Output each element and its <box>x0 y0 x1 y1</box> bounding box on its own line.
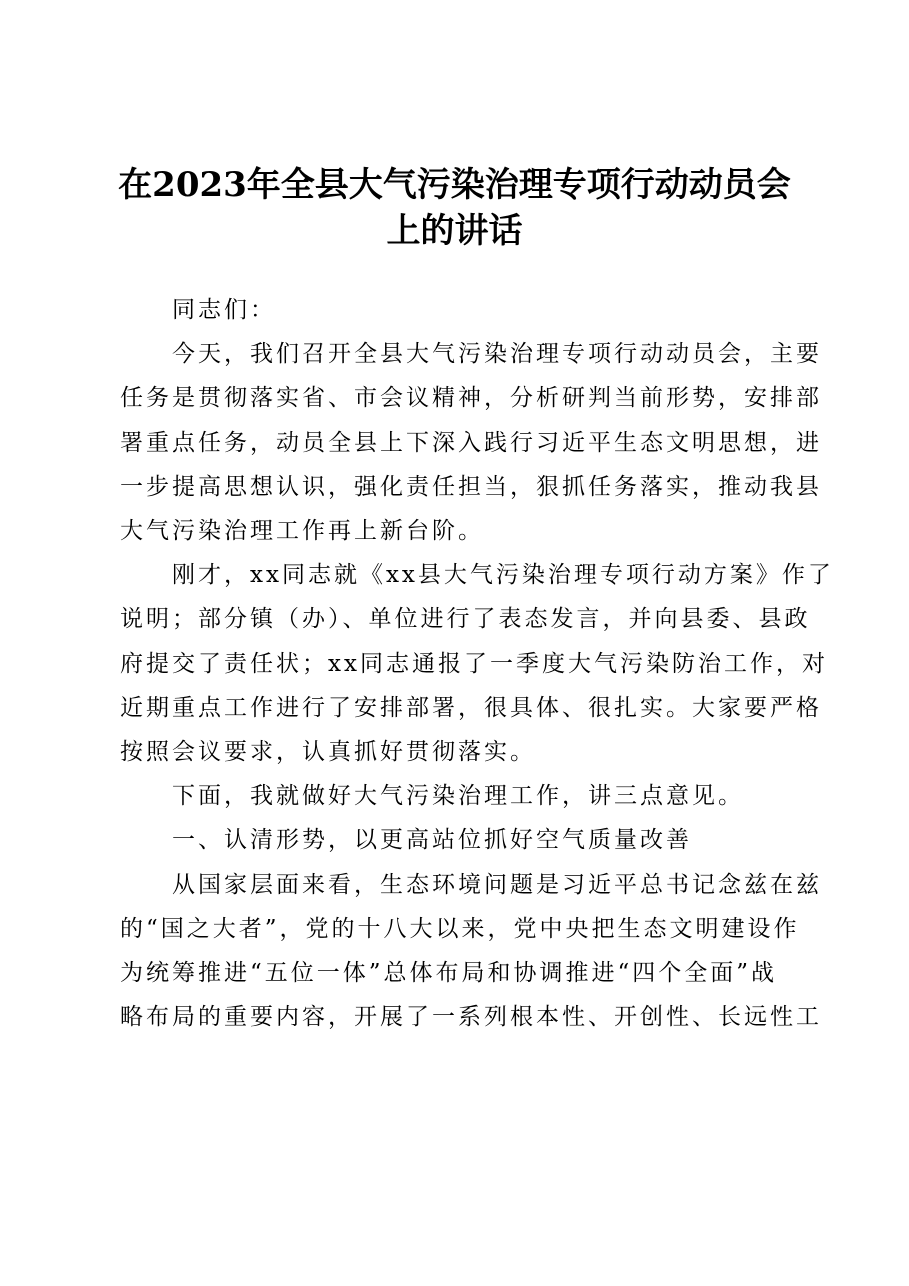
paragraph-salutation <box>120 288 800 332</box>
text-line: 略布局的重要内容，开展了一系列根本性、开创性、长远性工 <box>120 1004 822 1031</box>
text-line: 一步提高思想认识，强化责任担当，狠抓任务落实，推动我县 <box>120 473 822 500</box>
section-heading-1 <box>120 818 800 862</box>
text-line: 府提交了责任状；xx同志通报了一季度大气污染防治工作，对 <box>120 650 828 677</box>
text-line: 下面，我就做好大气污染治理工作，讲三点意见。 <box>172 783 744 810</box>
text-line: 为统筹推进“五位一体”总体布局和协调推进“四个全面”战 <box>120 960 778 987</box>
text-line: 大气污染治理工作再上新台阶。 <box>120 518 484 545</box>
text-line: 近期重点工作进行了安排部署，很具体、很扎实。大家要严格 <box>120 694 822 721</box>
text-line: 按照会议要求，认真抓好贯彻落实。 <box>120 739 536 766</box>
document-title-line-1: 在2023年全县大气污染治理专项行动动员会 <box>118 165 791 205</box>
paragraph-national-level <box>120 863 822 1040</box>
text-line: 署重点任务，动员全县上下深入践行习近平生态文明思想，进 <box>120 429 822 456</box>
text-line: 今天，我们召开全县大气污染治理专项行动动员会，主要 <box>172 341 822 368</box>
paragraph-review <box>120 553 834 774</box>
paragraph-intro <box>120 774 800 818</box>
text-line: 刚才，xx同志就《xx县大气污染治理专项行动方案》作了 <box>172 562 834 589</box>
text-line: 的“国之大者”，党的十八大以来，党中央把生态文明建设作 <box>120 915 800 942</box>
document-body <box>120 288 834 1039</box>
text-line: 一、认清形势，以更高站位抓好空气质量改善 <box>172 827 692 854</box>
paragraph-opening <box>120 332 822 553</box>
text-line: 从国家层面来看，生态环境问题是习近平总书记念兹在兹 <box>172 871 822 898</box>
text-line: 说明；部分镇（办）、单位进行了表态发言，并向县委、县政 <box>120 606 811 633</box>
document-title-line-2: 上的讲话 <box>386 211 523 251</box>
text-line: 任务是贯彻落实省、市会议精神，分析研判当前形势，安排部 <box>120 385 822 412</box>
text-line: 同志们： <box>172 297 276 323</box>
